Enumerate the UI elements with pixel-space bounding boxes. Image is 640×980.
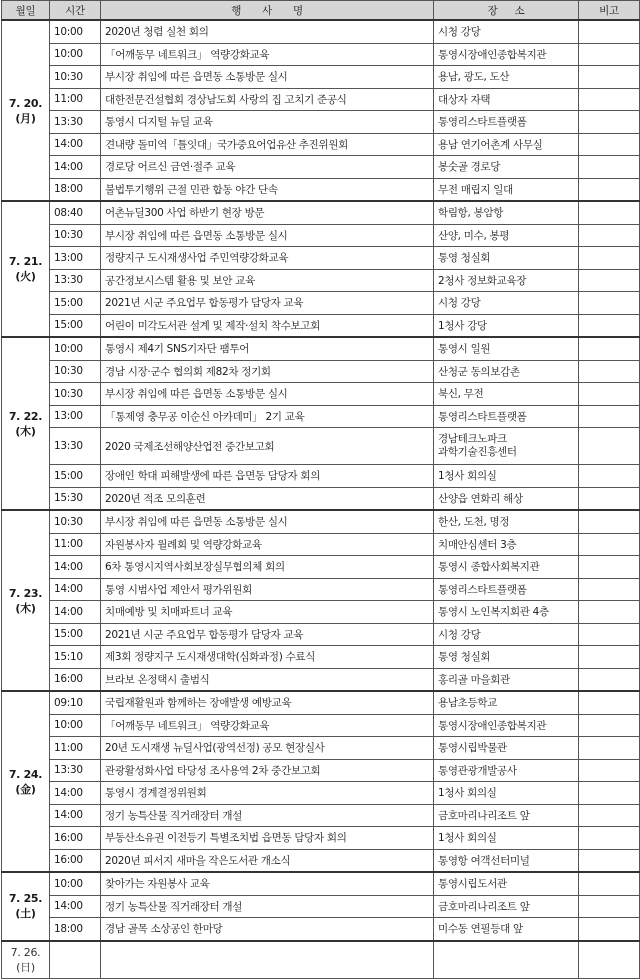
table-row (2, 623, 640, 646)
event-cell: 불법투기행위 근절 민관 합동 야간 단속 (101, 178, 434, 201)
time-cell: 15:00 (50, 465, 101, 488)
place-cell: 산청군 동의보감촌 (434, 360, 579, 383)
time-cell: 16:00 (50, 849, 101, 872)
event-cell: 2020년 청렴 실천 회의 (101, 20, 434, 43)
place-cell: 1청사 강당 (434, 314, 579, 337)
place-cell: 1청사 회의실 (434, 465, 579, 488)
time-cell: 14:00 (50, 804, 101, 827)
time-cell: 14:00 (50, 133, 101, 156)
place-cell: 통영시 노인복지회관 4층 (434, 601, 579, 624)
table-row (2, 465, 640, 488)
time-cell: 14:00 (50, 156, 101, 179)
event-cell: 부동산소유권 이전등기 특별조치법 읍면동 담당자 회의 (101, 827, 434, 850)
time-cell: 10:30 (50, 66, 101, 89)
place-cell: 2청사 정보화교육장 (434, 269, 579, 292)
time-cell: 14:00 (50, 782, 101, 805)
event-cell (101, 941, 434, 979)
event-cell: 경로당 어르신 금연·절주 교육 (101, 156, 434, 179)
place-cell: 금호마리나리조트 앞 (434, 895, 579, 918)
table-row (2, 510, 640, 533)
table-row (2, 578, 640, 601)
place-cell: 통영 청실회 (434, 247, 579, 270)
place-cell: 1청사 회의실 (434, 782, 579, 805)
note-cell (579, 292, 640, 315)
time-cell: 10:00 (50, 714, 101, 737)
place-cell: 통영시립박물관 (434, 737, 579, 760)
header-place: 장 소 (434, 1, 579, 21)
time-cell: 13:30 (50, 759, 101, 782)
table-row (2, 849, 640, 872)
event-cell: 브라보 온정택시 출범식 (101, 668, 434, 691)
day-group (2, 941, 640, 979)
table-row (2, 804, 640, 827)
note-cell (579, 20, 640, 43)
table-row (2, 827, 640, 850)
place-cell: 통영항 여객선터미널 (434, 849, 579, 872)
time-cell (50, 941, 101, 979)
note-cell (579, 601, 640, 624)
note-cell (579, 428, 640, 465)
place-cell: 통영시 종합사회복지관 (434, 556, 579, 579)
weekday-label: (日) (16, 960, 35, 974)
event-cell: 찾아가는 자원봉사 교육 (101, 872, 434, 895)
table-row (2, 111, 640, 134)
place-cell: 시청 강당 (434, 623, 579, 646)
date-cell (2, 510, 50, 691)
time-cell: 15:10 (50, 646, 101, 669)
place-cell: 북신, 무전 (434, 383, 579, 406)
note-cell (579, 691, 640, 714)
place-cell: 시청 강당 (434, 292, 579, 315)
place-cell: 학림항, 봉암항 (434, 201, 579, 224)
time-cell: 10:00 (50, 872, 101, 895)
event-cell: 부시장 취임에 따른 읍면동 소통방문 실시 (101, 383, 434, 406)
note-cell (579, 533, 640, 556)
time-cell: 10:30 (50, 383, 101, 406)
place-cell: 미수동 연필등대 앞 (434, 918, 579, 941)
note-cell (579, 714, 640, 737)
event-cell: 경남 골목 소상공인 한마당 (101, 918, 434, 941)
table-row (2, 533, 640, 556)
table-row (2, 20, 640, 43)
time-cell: 15:00 (50, 292, 101, 315)
place-cell: 통영리스타트플랫폼 (434, 405, 579, 428)
place-cell: 대상자 자택 (434, 88, 579, 111)
event-cell: 관광활성화사업 타당성 조사용역 2차 중간보고회 (101, 759, 434, 782)
note-cell (579, 314, 640, 337)
time-cell: 10:00 (50, 43, 101, 66)
event-cell: 부시장 취임에 따른 읍면동 소통방문 실시 (101, 224, 434, 247)
table-row (2, 737, 640, 760)
note-cell (579, 43, 640, 66)
place-cell: 통영 청실회 (434, 646, 579, 669)
place-cell: 용남 연기어촌계 사무실 (434, 133, 579, 156)
table-row (2, 646, 640, 669)
note-cell (579, 872, 640, 895)
time-cell: 09:10 (50, 691, 101, 714)
place-cell: 통영시장애인종합복지관 (434, 714, 579, 737)
header-event: 행 사 명 (101, 1, 434, 21)
date-cell (2, 691, 50, 872)
event-cell: 20년 도시재생 뉴딜사업(광역선정) 공모 현장실사 (101, 737, 434, 760)
time-cell: 13:30 (50, 111, 101, 134)
event-cell: 통영시 경계결정위원회 (101, 782, 434, 805)
weekday-label: (木) (15, 601, 36, 615)
table-row (2, 247, 640, 270)
weekday-label: (火) (15, 270, 36, 283)
event-cell: 공간정보시스템 활용 및 보안 교육 (101, 269, 434, 292)
day-group (2, 337, 640, 510)
place-cell (434, 941, 579, 979)
place-cell: 시청 강당 (434, 20, 579, 43)
event-cell: 통영시 제4기 SNS기자단 팸투어 (101, 337, 434, 360)
event-cell: 경남 시장·군수 협의회 제82차 정기회 (101, 360, 434, 383)
table-row (2, 895, 640, 918)
place-cell: 용남초등학교 (434, 691, 579, 714)
table-row (2, 337, 640, 360)
event-cell: 견내량 돌미역「틀잇대」국가중요어업유산 추진위원회 (101, 133, 434, 156)
place-cell: 치매안심센터 3층 (434, 533, 579, 556)
event-cell: 통영시 디지털 뉴딜 교육 (101, 111, 434, 134)
event-cell: 치매예방 및 치매파트너 교육 (101, 601, 434, 624)
date-label: 7. 21. (8, 255, 43, 268)
time-cell: 13:00 (50, 247, 101, 270)
event-cell: 부시장 취임에 따른 읍면동 소통방문 실시 (101, 66, 434, 89)
note-cell (579, 827, 640, 850)
note-cell (579, 66, 640, 89)
note-cell (579, 156, 640, 179)
time-cell: 11:00 (50, 737, 101, 760)
table-row (2, 360, 640, 383)
weekday-label: (木) (15, 424, 36, 438)
time-cell: 13:30 (50, 269, 101, 292)
table-row (2, 66, 640, 89)
table-row (2, 383, 640, 406)
note-cell (579, 941, 640, 979)
table-row (2, 224, 640, 247)
place-cell: 한산, 도천, 명정 (434, 510, 579, 533)
note-cell (579, 405, 640, 428)
note-cell (579, 224, 640, 247)
event-cell: 국립재활원과 함께하는 장애발생 예방교육 (101, 691, 434, 714)
note-cell (579, 759, 640, 782)
table-row (2, 601, 640, 624)
event-cell: 통영 시범사업 제안서 평가위원회 (101, 578, 434, 601)
time-cell: 16:00 (50, 827, 101, 850)
time-cell: 14:00 (50, 895, 101, 918)
time-cell: 13:30 (50, 428, 101, 465)
time-cell: 10:00 (50, 20, 101, 43)
date-cell (2, 201, 50, 337)
note-cell (579, 178, 640, 201)
event-cell: 대한전문건설협회 경상남도회 사랑의 집 고치기 준공식 (101, 88, 434, 111)
weekday-label: (月) (15, 111, 36, 125)
table-row (2, 668, 640, 691)
note-cell (579, 133, 640, 156)
place-cell: 통영리스타트플랫폼 (434, 578, 579, 601)
event-cell: 6차 통영시지역사회보장실무협의체 회의 (101, 556, 434, 579)
time-cell: 10:00 (50, 337, 101, 360)
table-row (2, 918, 640, 941)
date-label: 7. 22. (8, 409, 43, 423)
time-cell: 15:00 (50, 623, 101, 646)
note-cell (579, 804, 640, 827)
event-cell: 부시장 취임에 따른 읍면동 소통방문 실시 (101, 510, 434, 533)
table-row (2, 759, 640, 782)
time-cell: 14:00 (50, 601, 101, 624)
place-cell: 통영시 일원 (434, 337, 579, 360)
time-cell: 18:00 (50, 178, 101, 201)
table-row (2, 487, 640, 510)
note-cell (579, 623, 640, 646)
weekday-label: (土) (15, 907, 36, 921)
header-time: 시간 (50, 1, 101, 21)
note-cell (579, 668, 640, 691)
place-cell: 통영관광개발공사 (434, 759, 579, 782)
event-cell: 「통제영 충무공 이순신 아카데미」 2기 교육 (101, 405, 434, 428)
table-row (2, 269, 640, 292)
note-cell (579, 578, 640, 601)
time-cell: 11:00 (50, 88, 101, 111)
note-cell (579, 383, 640, 406)
event-cell: 2020년 피서지 새마을 작은도서관 개소식 (101, 849, 434, 872)
event-cell: 자원봉사자 월례회 및 역량강화교육 (101, 533, 434, 556)
time-cell: 14:00 (50, 556, 101, 579)
table-row (2, 292, 640, 315)
table-row (2, 133, 640, 156)
event-cell: 어린이 미각도서관 설계 및 제작·설치 착수보고회 (101, 314, 434, 337)
day-group (2, 510, 640, 691)
table-row (2, 941, 640, 979)
day-group (2, 201, 640, 337)
place-cell: 통영시립도서관 (434, 872, 579, 895)
time-cell: 13:00 (50, 405, 101, 428)
event-cell: 정량지구 도시재생사업 주민역량강화교육 (101, 247, 434, 270)
note-cell (579, 646, 640, 669)
event-cell: 어촌뉴딜300 사업 하반기 현장 방문 (101, 201, 434, 224)
place-cell: 산양읍 연화리 해상 (434, 487, 579, 510)
note-cell (579, 337, 640, 360)
note-cell (579, 111, 640, 134)
event-cell: 제3회 정량지구 도시재생대학(심화과정) 수료식 (101, 646, 434, 669)
place-line: 경남테크노파크 (438, 433, 507, 445)
day-group (2, 872, 640, 941)
note-cell (579, 895, 640, 918)
day-group (2, 691, 640, 872)
place-cell: 봉숫골 경로당 (434, 156, 579, 179)
date-label: 7. 26. (10, 945, 41, 959)
table-row (2, 201, 640, 224)
table-row (2, 43, 640, 66)
event-cell: 「어깨동무 네트워크」 역량강화교육 (101, 714, 434, 737)
time-cell: 15:00 (50, 314, 101, 337)
event-cell: 정기 농특산물 직거래장터 개설 (101, 804, 434, 827)
place-cell: 홍리골 마을회관 (434, 668, 579, 691)
time-cell: 10:30 (50, 510, 101, 533)
date-cell (2, 941, 50, 979)
place-cell (434, 428, 579, 465)
event-cell: 2021년 시군 주요업무 합동평가 담당자 교육 (101, 623, 434, 646)
time-cell: 18:00 (50, 918, 101, 941)
time-cell: 11:00 (50, 533, 101, 556)
note-cell (579, 918, 640, 941)
table-row (2, 405, 640, 428)
place-cell: 용남, 광도, 도산 (434, 66, 579, 89)
weekday-label: (金) (15, 782, 36, 796)
note-cell (579, 360, 640, 383)
time-cell: 15:30 (50, 487, 101, 510)
time-cell: 16:00 (50, 668, 101, 691)
note-cell (579, 556, 640, 579)
table-row (2, 314, 640, 337)
date-label: 7. 25. (8, 892, 43, 906)
table-row (2, 782, 640, 805)
table-row (2, 88, 640, 111)
place-cell: 금호마리나리조트 앞 (434, 804, 579, 827)
event-cell: 정기 농특산물 직거래장터 개설 (101, 895, 434, 918)
date-label: 7. 23. (8, 586, 43, 600)
event-cell: 2020년 적조 모의훈련 (101, 487, 434, 510)
table-row (2, 156, 640, 179)
weekly-schedule-table (1, 0, 640, 979)
time-cell: 10:30 (50, 360, 101, 383)
note-cell (579, 487, 640, 510)
date-cell (2, 872, 50, 941)
note-cell (579, 510, 640, 533)
date-label: 7. 24. (8, 767, 43, 781)
event-cell: 2020 국제조선해양산업전 중간보고회 (101, 428, 434, 465)
time-cell: 08:40 (50, 201, 101, 224)
table-row (2, 714, 640, 737)
event-cell: 장애인 학대 피해발생에 따른 읍면동 담당자 회의 (101, 465, 434, 488)
time-cell: 10:30 (50, 224, 101, 247)
note-cell (579, 737, 640, 760)
date-cell (2, 20, 50, 201)
table-row (2, 428, 640, 465)
place-cell: 통영리스타트플랫폼 (434, 111, 579, 134)
header-month-day: 월일 (2, 1, 50, 21)
note-cell (579, 88, 640, 111)
table-row (2, 556, 640, 579)
place-cell: 통영시장애인종합복지관 (434, 43, 579, 66)
note-cell (579, 782, 640, 805)
table-row (2, 691, 640, 714)
date-cell (2, 337, 50, 510)
place-cell: 무전 매립지 일대 (434, 178, 579, 201)
note-cell (579, 849, 640, 872)
note-cell (579, 269, 640, 292)
event-cell: 2021년 시군 주요업무 합동평가 담당자 교육 (101, 292, 434, 315)
place-line: 과학기술진흥센터 (438, 446, 517, 458)
day-group (2, 20, 640, 201)
place-cell: 1청사 회의실 (434, 827, 579, 850)
place-cell: 산양, 미수, 봉평 (434, 224, 579, 247)
table-row (2, 872, 640, 895)
header-note: 비고 (579, 1, 640, 21)
note-cell (579, 465, 640, 488)
date-label: 7. 20. (8, 96, 43, 110)
table-header (2, 1, 640, 21)
event-cell: 「어깨동무 네트워크」 역량강화교육 (101, 43, 434, 66)
table-row (2, 178, 640, 201)
time-cell: 14:00 (50, 578, 101, 601)
note-cell (579, 201, 640, 224)
note-cell (579, 247, 640, 270)
